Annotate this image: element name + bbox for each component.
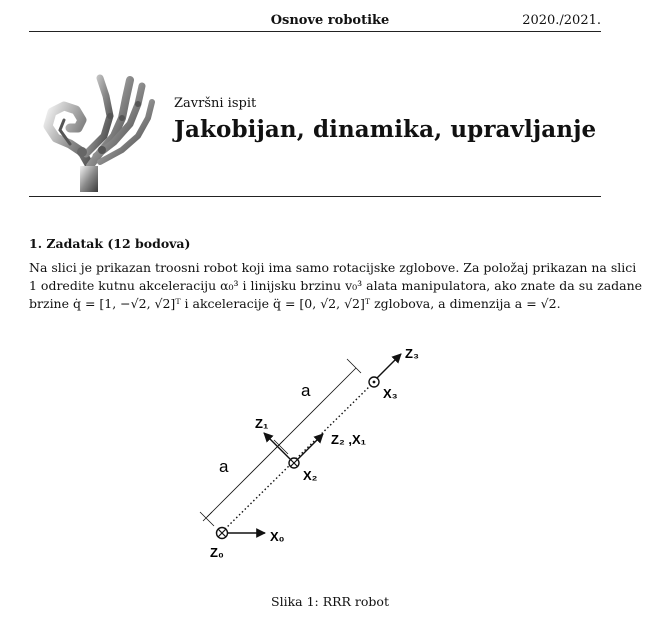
link-dotted-line bbox=[222, 382, 374, 532]
z2-x1-label: Z₂ ,X₁ bbox=[331, 432, 366, 447]
figure-caption: Slika 1: RRR robot bbox=[271, 594, 389, 609]
dim-label-upper: a bbox=[301, 381, 311, 400]
task-line: brzine q̇ = [1, −√2, √2]ᵀ i akceleracije q̈ = [0, √2, √2]ᵀ zglobova, a dimenzija a = √2. bbox=[29, 296, 561, 311]
joint-3-icon bbox=[369, 377, 379, 387]
joint-0-icon bbox=[217, 528, 228, 539]
exam-title: Jakobijan, dinamika, upravljanje bbox=[174, 116, 597, 143]
dim-label-lower: a bbox=[219, 457, 229, 476]
course-title: Osnove robotike bbox=[270, 13, 390, 28]
z3-axis-arrow bbox=[377, 354, 401, 378]
x3-label: X₃ bbox=[383, 386, 398, 401]
z3-label: Z₃ bbox=[405, 346, 419, 361]
x2-label: X₂ bbox=[303, 468, 318, 483]
z1-label: Z₁ bbox=[255, 416, 269, 431]
z0-label: Z₀ bbox=[210, 545, 224, 560]
task-line: 1 odredite kutnu akceleraciju α₀³ i linijsku brzinu v₀³ alata manipulatora, ako znate da su zadane bbox=[29, 278, 643, 293]
academic-year: 2020./2021. bbox=[522, 13, 601, 28]
z1-axis-arrow bbox=[264, 433, 290, 459]
x0-label: X₀ bbox=[270, 529, 285, 544]
task-heading: 1. Zadatak (12 bodova) bbox=[29, 236, 191, 251]
exam-subtitle: Završni ispit bbox=[174, 96, 257, 111]
joint-2-icon bbox=[289, 458, 299, 468]
task-line: Na slici je prikazan troosni robot koji ima samo rotacijske zglobove. Za položaj prikazan na slici bbox=[29, 260, 637, 275]
z2-axis-arrow bbox=[298, 434, 323, 459]
